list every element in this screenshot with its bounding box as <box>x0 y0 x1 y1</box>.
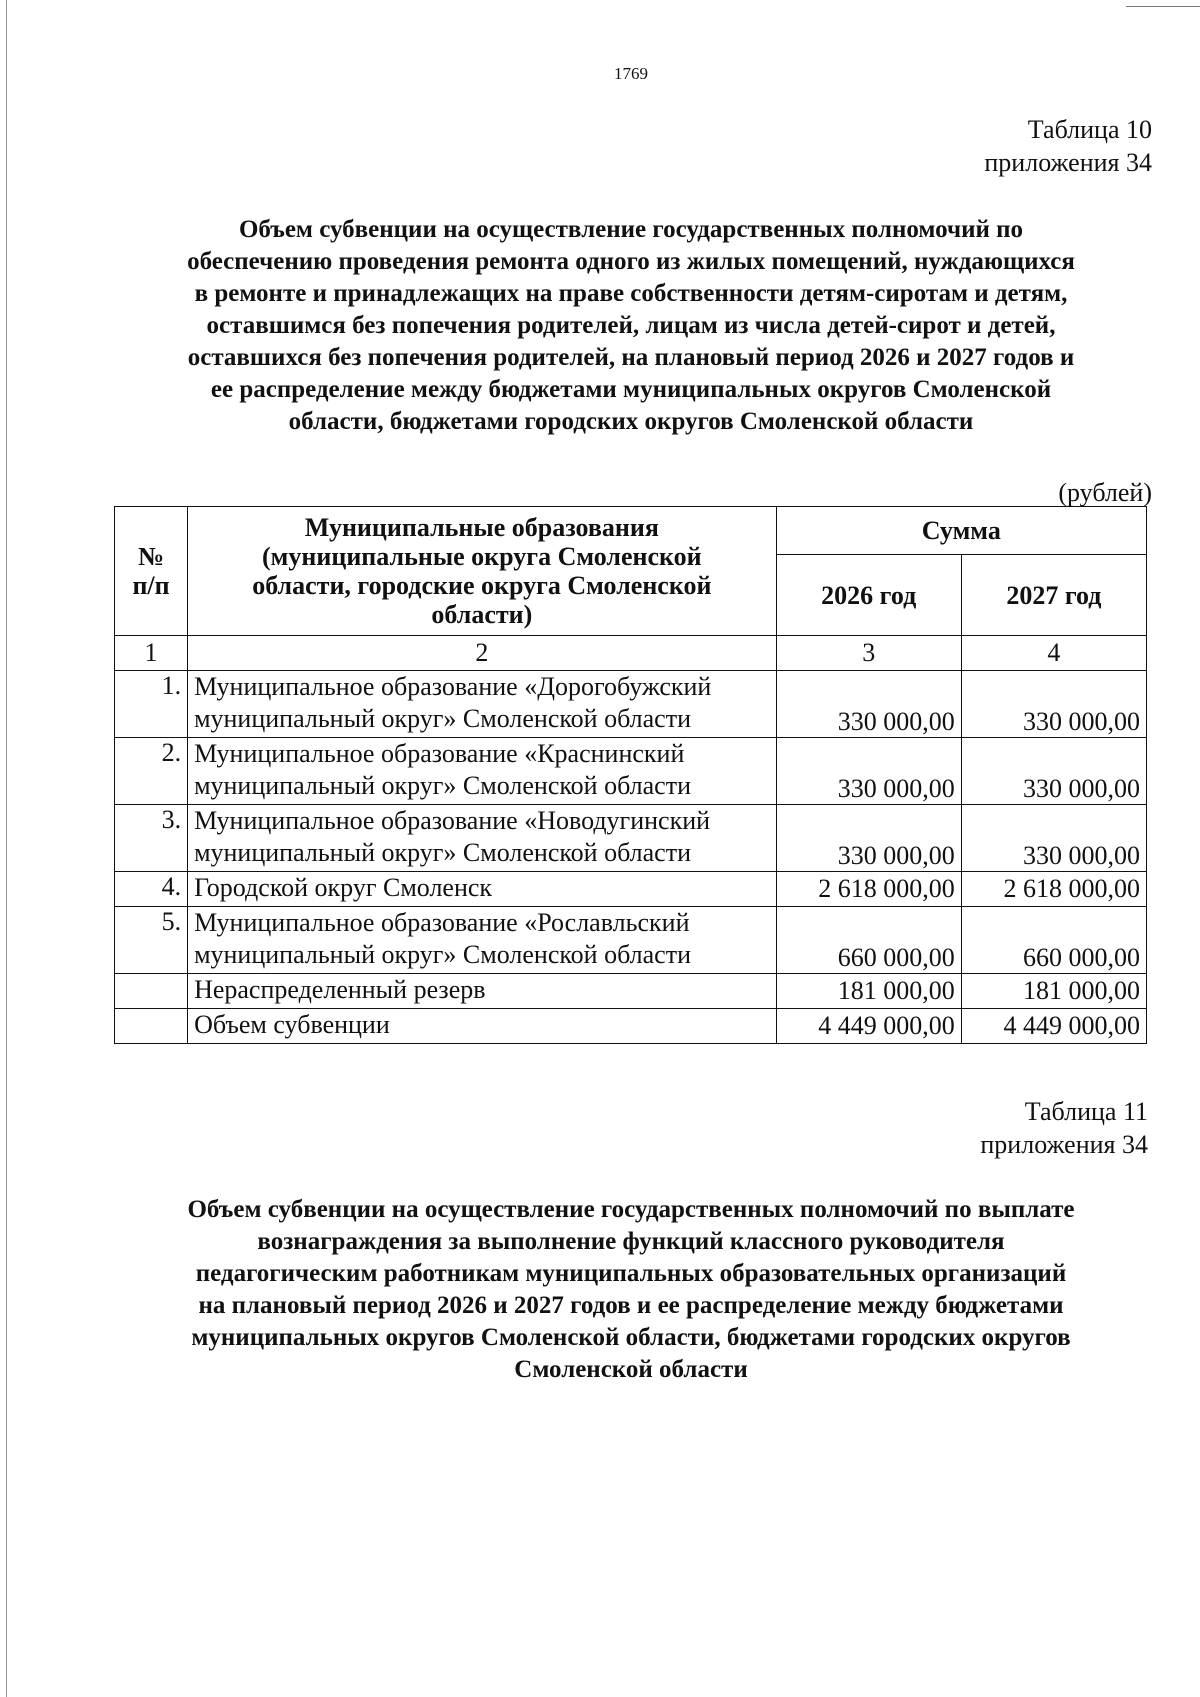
scan-corner-mark <box>1126 6 1200 7</box>
title-line: педагогическим работникам муниципальных образовательных организаций <box>195 1260 1067 1287</box>
title-line: обеспечению проведения ремонта одного из жилых помещений, нуждающихся <box>187 248 1075 275</box>
row-name-line2: муниципальный округ» Смоленской области <box>194 704 691 733</box>
title-line: в ремонте и принадлежащих на праве собственности детям-сиротам и детям, <box>194 280 1068 307</box>
subvention-table <box>114 506 1147 1044</box>
row-value-2026: 181 000,00 <box>776 974 961 1009</box>
table11-ref-line1: Таблица 11 <box>1024 1097 1148 1126</box>
row-name-line2: муниципальный округ» Смоленской области <box>194 771 691 800</box>
row-municipality: Городской округ Смоленск <box>188 872 777 907</box>
row-value-2027: 660 000,00 <box>961 907 1146 974</box>
row-value-2027: 330 000,00 <box>961 671 1146 738</box>
row-name-line1: Муниципальное образование «Рославльский <box>194 908 690 937</box>
header-municipality <box>188 507 777 636</box>
row-total: Объем субвенции <box>188 1009 777 1044</box>
row-number: 1. <box>115 671 188 738</box>
table10-ref-line1: Таблица 10 <box>1027 115 1152 144</box>
row-value-2026: 2 618 000,00 <box>776 872 961 907</box>
title-line: вознаграждения за выполнение функций классного руководителя <box>257 1228 1005 1255</box>
row-value-2026: 330 000,00 <box>776 671 961 738</box>
table-row <box>115 872 1147 907</box>
title-line: муниципальных округов Смоленской области, бюджетами городских округов <box>191 1324 1071 1351</box>
title-line: Смоленской области <box>514 1356 748 1383</box>
table-row <box>115 671 1147 738</box>
header-row <box>115 507 1147 555</box>
scan-edge-line <box>6 0 7 1697</box>
row-name-line1: Муниципальное образование «Краснинский <box>194 739 685 768</box>
column-index: 2 <box>188 636 777 671</box>
row-municipality <box>188 738 777 805</box>
header-sum: Сумма <box>776 507 1146 555</box>
column-index-row <box>115 636 1147 671</box>
table11-reference <box>980 1095 1148 1161</box>
row-value-2026: 330 000,00 <box>776 738 961 805</box>
row-municipality <box>188 671 777 738</box>
title-line: на плановый период 2026 и 2027 годов и ее распределение между бюджетами <box>198 1292 1064 1319</box>
table-total-row <box>115 1009 1147 1044</box>
title-line: Объем субвенции на осуществление государственных полномочий по выплате <box>187 1196 1075 1223</box>
table11-title <box>100 1194 1162 1386</box>
row-value-2026: 330 000,00 <box>776 805 961 872</box>
table10-title <box>100 214 1162 438</box>
row-value-2027: 330 000,00 <box>961 738 1146 805</box>
title-line: оставшихся без попечения родителей, на плановый период 2026 и 2027 годов и <box>187 344 1075 371</box>
row-value-2027: 2 618 000,00 <box>961 872 1146 907</box>
row-name-line1: Муниципальное образование «Дорогобужский <box>194 672 712 701</box>
header-name-line: области) <box>431 600 533 629</box>
row-municipality <box>188 805 777 872</box>
row-number: 3. <box>115 805 188 872</box>
total-value-2026: 4 449 000,00 <box>776 1009 961 1044</box>
row-number: 5. <box>115 907 188 974</box>
units-label: (рублей) <box>1058 478 1152 507</box>
table-row <box>115 907 1147 974</box>
title-line: ее распределение между бюджетами муниципальных округов Смоленской <box>210 376 1052 403</box>
header-year-2027: 2027 год <box>961 555 1146 636</box>
table10-ref-line2: приложения 34 <box>984 148 1152 177</box>
title-line: области, бюджетами городских округов Смоленской области <box>288 408 974 435</box>
page-number: 1769 <box>614 64 648 83</box>
row-number: 2. <box>115 738 188 805</box>
row-name-line2: муниципальный округ» Смоленской области <box>194 838 691 867</box>
title-line: Объем субвенции на осуществление государственных полномочий по <box>238 216 1024 243</box>
header-number <box>115 507 188 636</box>
row-name-line1: Муниципальное образование «Новодугинский <box>194 806 711 835</box>
row-number <box>115 974 188 1009</box>
header-name-line: области, городские округа Смоленской <box>252 571 712 600</box>
table10-reference <box>984 113 1152 179</box>
title-line: оставшимся без попечения родителей, лицам из числа детей-сирот и детей, <box>206 312 1056 339</box>
header-number-line1: № <box>137 542 165 571</box>
table-row <box>115 974 1147 1009</box>
row-reserve: Нераспределенный резерв <box>188 974 777 1009</box>
row-municipality <box>188 907 777 974</box>
row-number: 4. <box>115 872 188 907</box>
header-name-line: Муниципальные образования <box>304 513 659 542</box>
column-index: 3 <box>776 636 961 671</box>
row-number <box>115 1009 188 1044</box>
row-value-2026: 660 000,00 <box>776 907 961 974</box>
table11-ref-line2: приложения 34 <box>980 1130 1148 1159</box>
row-value-2027: 330 000,00 <box>961 805 1146 872</box>
row-name-line2: муниципальный округ» Смоленской области <box>194 940 691 969</box>
row-value-2027: 181 000,00 <box>961 974 1146 1009</box>
table-row <box>115 805 1147 872</box>
header-year-2026: 2026 год <box>776 555 961 636</box>
header-number-line2: п/п <box>132 571 170 600</box>
column-index: 1 <box>115 636 188 671</box>
column-index: 4 <box>961 636 1146 671</box>
header-name-line: (муниципальные округа Смоленской <box>262 542 702 571</box>
total-value-2027: 4 449 000,00 <box>961 1009 1146 1044</box>
table-row <box>115 738 1147 805</box>
